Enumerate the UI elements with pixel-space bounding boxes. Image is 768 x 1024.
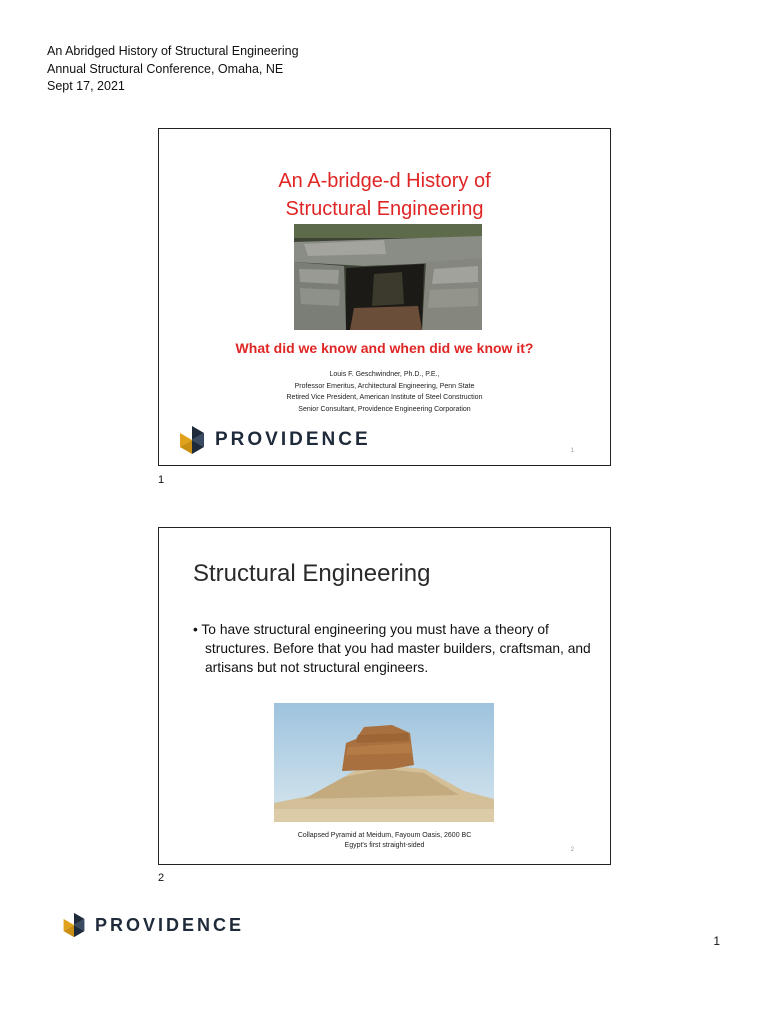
providence-logo-icon bbox=[61, 912, 87, 938]
slide-2-title: Structural Engineering bbox=[193, 560, 431, 587]
document-page-number: 1 bbox=[713, 934, 720, 948]
header-conference: Annual Structural Conference, Omaha, NE bbox=[47, 61, 284, 76]
slide-2-bullet: • To have structural engineering you must have a theory of structures. Before that you had master builders, craftsman, and artisans but not structural engineers. bbox=[193, 622, 591, 675]
credit-line: Retired Vice President, American Institute of Steel Construction bbox=[286, 394, 483, 401]
providence-logo-icon bbox=[177, 426, 207, 454]
slide-2-label: 2 bbox=[158, 872, 165, 884]
providence-logo-text: PROVIDENCE bbox=[215, 429, 371, 450]
slide-1-subtitle: What did we know and when did we know it? bbox=[235, 340, 534, 356]
header-title: An Abridged History of Structural Engineering bbox=[47, 44, 299, 58]
credit-line: Senior Consultant, Providence Engineering Corporation bbox=[298, 405, 471, 413]
slide-2-caption bbox=[159, 831, 610, 851]
document-header bbox=[47, 43, 299, 96]
footer-providence-logo bbox=[61, 912, 244, 938]
credit-line: Professor Emeritus, Architectural Engineering, Penn State bbox=[294, 382, 475, 390]
caption-line-2: Egypt's first straight-sided bbox=[344, 842, 425, 849]
slide-1-title-line-1: An A-bridge-d History of bbox=[278, 170, 491, 192]
slide-1-title bbox=[159, 167, 610, 223]
credit-line: Louis F. Geschwindner, Ph.D., P.E., bbox=[329, 371, 440, 378]
caption-line-1: Collapsed Pyramid at Meidum, Fayoum Oasis, 2600 BC bbox=[297, 832, 472, 839]
pyramid-image bbox=[274, 703, 494, 822]
stone-bridge-image bbox=[294, 224, 482, 330]
pyramid-meidum-photo bbox=[274, 703, 494, 822]
slide-1-page-number: 1 bbox=[570, 448, 574, 454]
footer-logo-text: PROVIDENCE bbox=[95, 914, 245, 935]
slide-1-credits bbox=[159, 369, 610, 415]
slide-1-title-line-2: Structural Engineering bbox=[285, 198, 484, 220]
slide-1-label: 1 bbox=[158, 474, 165, 486]
header-date: Sept 17, 2021 bbox=[47, 79, 125, 93]
slide-2 bbox=[158, 527, 611, 865]
stone-bridge-photo bbox=[294, 224, 482, 330]
slide-1 bbox=[158, 128, 611, 466]
providence-logo bbox=[177, 426, 371, 454]
slide-2-page-number: 2 bbox=[570, 847, 574, 853]
